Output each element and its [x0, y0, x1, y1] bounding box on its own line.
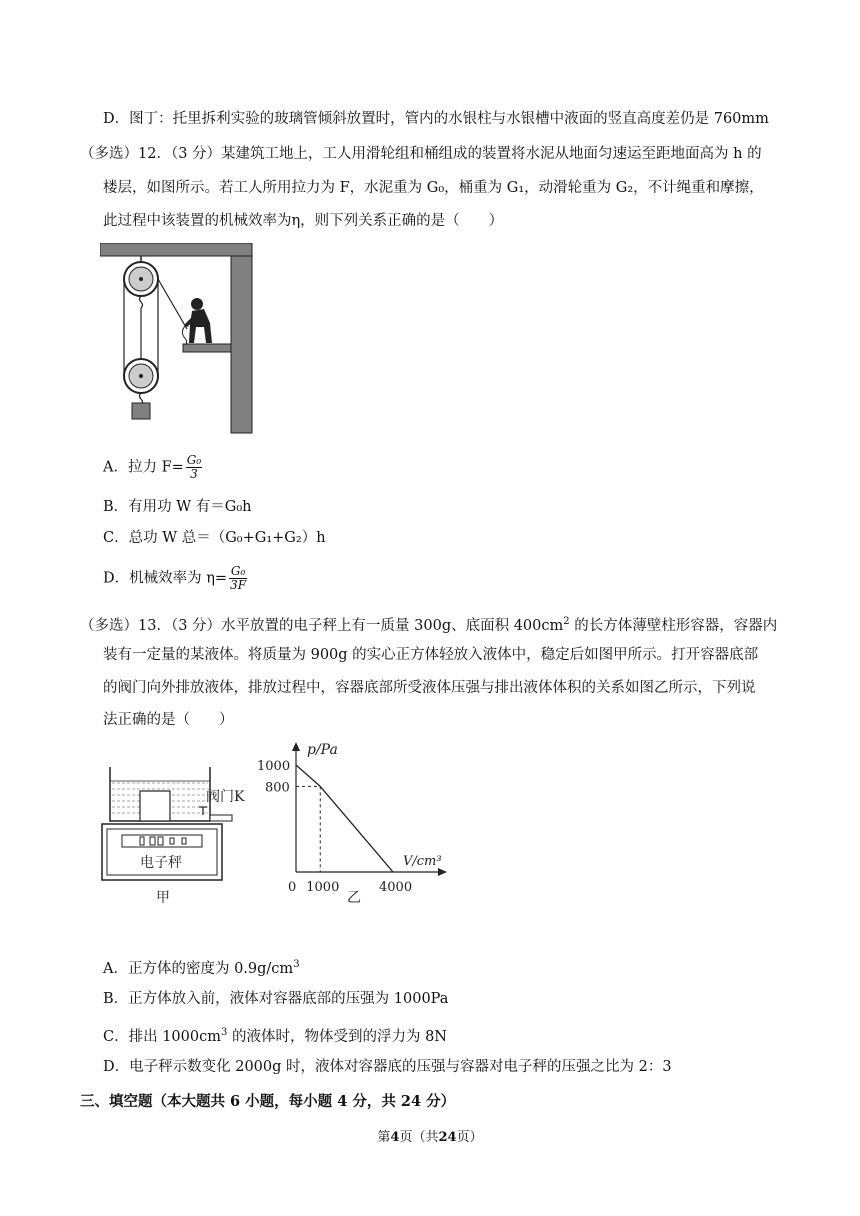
- q13-option-b: B．正方体放入前，液体对容器底部的压强为 1000Pa: [103, 991, 449, 1007]
- fraction-g0-over-3f: [229, 565, 247, 592]
- q13-stem-line3: 的阀门向外排放液体，排放过程中，容器底部所受液体压强与排出液体体积的关系如图乙所示，下列说: [103, 680, 756, 696]
- y-axis-label: p/Pa: [307, 742, 338, 758]
- q13-stem-line4: 法正确的是（ ）: [103, 712, 234, 728]
- q12-option-b: B．有用功 W 有＝G₀h: [103, 499, 252, 515]
- pulley-figure: [100, 243, 255, 435]
- bucket: [132, 403, 150, 419]
- q12-option-c: C．总功 W 总＝（G₀+G₁+G₂）h: [103, 530, 326, 546]
- y-tick-label-1000: 1000: [257, 759, 291, 774]
- x-axis-arrow: [438, 868, 447, 876]
- q13-option-a: [103, 955, 300, 979]
- section-heading: 三、填空题（本大题共 6 小题，每小题 4 分，共 24 分）: [80, 1093, 456, 1110]
- data-line-segment: [320, 786, 393, 872]
- figure-yi-caption: 乙: [347, 890, 361, 906]
- y-axis-arrow: [292, 742, 300, 751]
- floor-platform: [183, 344, 231, 352]
- x-tick-label-0: 0: [288, 880, 297, 895]
- current-page-number: 4: [390, 1130, 400, 1145]
- q13-stem-line2: 装有一定量的某液体。将质量为 900g 的实心正方体轻放入液体中，稳定后如图甲所示。打开容器底部: [103, 647, 759, 663]
- fraction-g0-over-3: [186, 454, 202, 481]
- figure-yi-chart: [255, 740, 455, 910]
- ceiling-beam: [100, 243, 252, 256]
- x-axis-label: V/cm³: [403, 854, 442, 869]
- q12-option-a-text: A．拉力 F=: [103, 459, 184, 476]
- total-pages: 24: [438, 1130, 457, 1145]
- page-footer: [0, 1128, 860, 1148]
- footer-text: 第: [377, 1130, 391, 1145]
- valve-k-label: 阀门K: [206, 789, 245, 805]
- x-tick-label-1000: 1000: [306, 880, 340, 895]
- figure-jia-caption: 甲: [156, 890, 170, 906]
- superscript: 3: [293, 959, 300, 970]
- q13-option-d: D．电子秤示数变化 2000g 时，液体对容器底的压强与容器对电子秤的压强之比为 2：3: [103, 1059, 672, 1075]
- q13-line1-part2: 的长方体薄壁柱形容器，容器内: [569, 618, 778, 634]
- figure-jia: [100, 765, 260, 910]
- valve-pipe: [210, 815, 232, 821]
- data-line-segment: [296, 765, 320, 786]
- q12-option-a: [103, 454, 202, 481]
- q13-option-c: [103, 1023, 447, 1047]
- q12-stem-line2: 楼层，如图所示。若工人所用拉力为 F，水泥重为 G₀，桶重为 G₁，动滑轮重为 G₂，不计绳重和摩擦，: [103, 180, 764, 196]
- q13-option-a-text: A．正方体的密度为 0.9g/cm: [103, 961, 294, 977]
- q13-line1-part1: （多选）13．（3 分）水平放置的电子秤上有一质量 300g、底面积 400cm: [80, 618, 564, 634]
- footer-text: 页）: [456, 1130, 483, 1145]
- scale-label: 电子秤: [140, 855, 182, 871]
- q12-stem-line1: （多选）12．（3 分）某建筑工地上，工人用滑轮组和桶组成的装置将水泥从地面匀速运至距地面高为 h 的: [80, 146, 762, 162]
- electronic-scale: [102, 824, 222, 880]
- frac-denominator: 3: [190, 467, 198, 481]
- y-tick-label-800: 800: [265, 780, 290, 796]
- wall: [231, 256, 252, 433]
- q13-stem-line1: [80, 612, 777, 636]
- q12-option-d-text: D．机械效率为 η=: [103, 570, 228, 587]
- frac-denominator: 3F: [230, 578, 247, 592]
- footer-text: 页（共: [399, 1130, 439, 1145]
- q11-option-d: D．图丁：托里拆利实验的玻璃管倾斜放置时，管内的水银柱与水银槽中液面的竖直高度差仍是 760mm: [103, 111, 769, 127]
- frac-numerator: G₀: [186, 453, 202, 467]
- frac-numerator: G₀: [230, 564, 246, 578]
- cube: [140, 791, 170, 821]
- superscript: 2: [563, 616, 570, 627]
- q12-stem-line3: 此过程中该装置的机械效率为η，则下列关系正确的是（ ）: [103, 213, 504, 229]
- q13-option-c-part1: C．排出 1000cm: [103, 1029, 221, 1045]
- x-tick-label-4000: 4000: [379, 880, 413, 895]
- q13-option-c-part2: 的液体时，物体受到的浮力为 8N: [227, 1029, 447, 1045]
- worker-figure: [182, 298, 212, 345]
- superscript: 3: [220, 1027, 228, 1038]
- q12-option-d: [103, 565, 247, 592]
